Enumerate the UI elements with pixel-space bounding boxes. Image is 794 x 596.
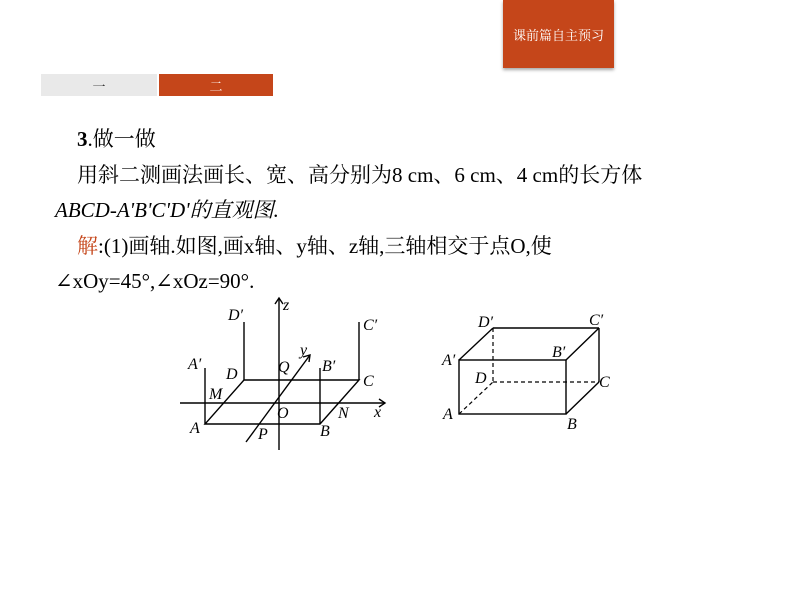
label-y: y: [300, 342, 308, 359]
cuboid-label-b-prime: B′: [552, 344, 566, 361]
label-d: D: [226, 366, 238, 383]
label-n: N: [338, 405, 349, 422]
label-c-prime: C′: [363, 317, 378, 334]
problem-line-1: 用斜二测画法画长、宽、高分别为8 cm、6 cm、4 cm的长方体: [77, 163, 643, 187]
label-z: z: [283, 297, 290, 314]
label-m: M: [209, 386, 223, 403]
exercise-title: .做一做: [87, 127, 156, 151]
cuboid-label-c: C: [599, 374, 610, 391]
problem-line-2: ABCD-A'B'C'D'的直观图.: [55, 198, 279, 222]
answer-label: 解: [77, 234, 98, 258]
tab-part-one[interactable]: 一: [41, 74, 157, 96]
label-q: Q: [278, 359, 290, 376]
cuboid-label-a: A: [443, 406, 453, 423]
answer-line-2: ∠xOy=45°,∠xOz=90°.: [55, 269, 255, 293]
cuboid-figure: [438, 305, 618, 440]
label-b: B: [320, 423, 330, 440]
label-a-prime: A′: [188, 356, 202, 373]
label-o: O: [277, 405, 289, 422]
section-tab-preview[interactable]: 课前篇自主预习: [503, 0, 614, 68]
label-b-prime: B′: [322, 358, 336, 375]
label-d-prime: D′: [228, 307, 244, 324]
answer-line-1: [77, 233, 552, 259]
label-p: P: [258, 426, 268, 443]
edge-b-c: [566, 382, 599, 414]
label-x: x: [374, 404, 382, 421]
cuboid-label-a-prime: A′: [442, 352, 456, 369]
axes-construction-figure: [170, 290, 400, 450]
edge-a-prime-d-prime: [459, 328, 493, 360]
label-c: C: [363, 373, 374, 390]
exercise-heading: [77, 126, 156, 152]
exercise-number: 3: [77, 127, 88, 151]
cuboid-label-d-prime: D′: [478, 314, 494, 331]
edge-b-prime-c-prime: [566, 328, 599, 360]
cuboid-label-d: D: [475, 370, 487, 387]
tab-part-two[interactable]: 二: [159, 74, 273, 96]
label-a: A: [190, 420, 200, 437]
section-tabs: [41, 74, 273, 96]
answer-text-1: :(1)画轴.如图,画x轴、y轴、z轴,三轴相交于点O,使: [98, 234, 552, 258]
cuboid-label-b: B: [567, 416, 577, 433]
front-face: [459, 360, 566, 414]
cuboid-label-c-prime: C′: [589, 312, 604, 329]
